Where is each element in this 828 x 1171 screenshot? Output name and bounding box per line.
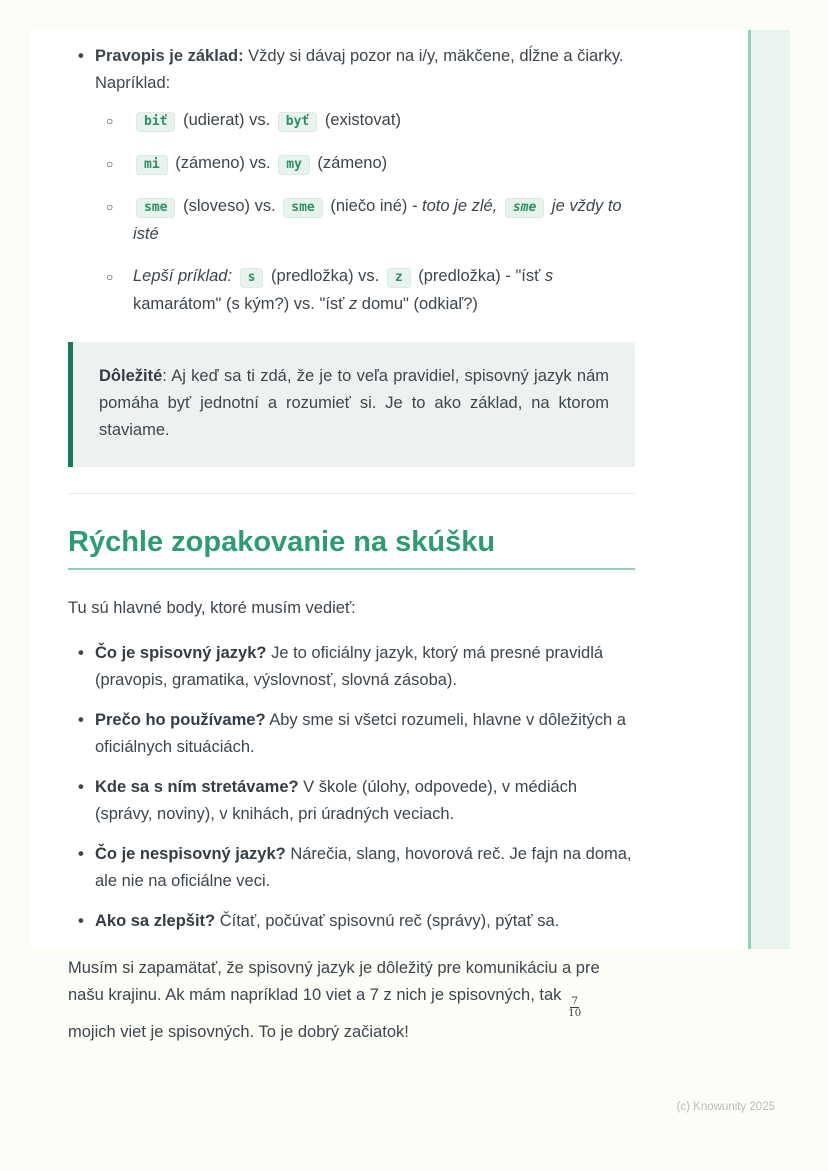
example-item	[106, 193, 635, 248]
example-text: domu" (odkiaľ?)	[357, 295, 478, 313]
review-item	[68, 640, 635, 694]
review-item	[68, 707, 635, 761]
closing-after: mojich viet je spisovných. To je dobrý začiatok!	[68, 1023, 409, 1041]
example-text: kamarátom" (s kým?) vs. "ísť	[133, 295, 349, 313]
code-chip: byť	[278, 112, 317, 132]
example-text: (udierat) vs.	[178, 111, 275, 129]
review-answer: Nárečia, slang, hovorová reč. Je fajn na doma, ale nie na oficiálne veci.	[95, 845, 632, 890]
code-chip: sme	[283, 198, 322, 218]
code-chip: sme	[136, 198, 175, 218]
review-answer: V škole (úlohy, odpovede), v médiách (správy, noviny), v knihách, pri úradných veciach.	[95, 778, 578, 823]
examples-sub-list	[95, 107, 635, 318]
fraction-denominator: 10	[568, 1007, 582, 1019]
code-chip: mi	[136, 155, 168, 175]
fraction-7-10	[568, 996, 581, 1019]
important-callout	[68, 342, 635, 467]
example-item	[106, 150, 635, 178]
review-list	[68, 640, 635, 935]
callout-text: : Aj keď sa ti zdá, že je to veľa pravidiel, spisovný jazyk nám pomáha byť jednotní a rozumieť si. Je to ako základ, na ktorom staviame.	[99, 367, 609, 439]
code-chip: z	[387, 268, 411, 288]
code-chip: biť	[136, 112, 175, 132]
code-chip: s	[240, 268, 264, 288]
pravopis-list	[68, 43, 635, 318]
note-content	[68, 30, 635, 1046]
pravopis-lead-line2: Napríklad:	[95, 74, 171, 92]
review-answer: Čítať, počúvať spisovnú reč (správy), pýtať sa.	[215, 912, 560, 930]
example-item	[106, 263, 635, 318]
example-text: s	[544, 267, 554, 285]
example-text: (zámeno) vs.	[170, 154, 276, 172]
example-text: (niečo iné) -	[325, 197, 423, 215]
example-text: (predložka) vs.	[266, 267, 384, 285]
list-item-pravopis	[68, 43, 635, 318]
review-question: Kde sa s ním stretávame?	[95, 778, 299, 796]
section-title: Rýchle zopakovanie na skúšku	[68, 525, 635, 570]
review-answer: Je to oficiálny jazyk, ktorý má presné pravidlá (pravopis, gramatika, výslovnosť, slovná zásoba).	[95, 644, 604, 689]
review-question: Ako sa zlepšit?	[95, 912, 216, 930]
callout-label: Dôležité	[99, 367, 163, 385]
example-text: (predložka) - "ísť	[413, 267, 545, 285]
closing-before: Musím si zapamätať, že spisovný jazyk je dôležitý pre komunikáciu a pre našu krajinu. Ak mám napríklad 10 viet a 7 z nich je spisovných, tak	[68, 959, 600, 1004]
section-divider	[68, 493, 635, 494]
review-answer: Aby sme si všetci rozumeli, hlavne v dôležitých a oficiálnych situáciách.	[95, 711, 626, 756]
review-question: Čo je spisovný jazyk?	[95, 644, 267, 662]
example-text: (zámeno)	[312, 154, 388, 172]
review-item	[68, 841, 635, 895]
review-item	[68, 908, 635, 935]
example-text: Lepší príklad:	[133, 267, 237, 285]
example-text: (existovat)	[320, 111, 401, 129]
review-item	[68, 774, 635, 828]
example-item	[106, 107, 635, 135]
review-question: Prečo ho používame?	[95, 711, 266, 729]
fraction-numerator: 7	[571, 995, 579, 1007]
example-text: je vždy to isté	[133, 197, 622, 243]
pravopis-lead-text: Vždy si dávaj pozor na i/y, mäkčene, dĺžne a čiarky.	[243, 47, 624, 65]
example-text: (sloveso) vs.	[178, 197, 281, 215]
note-page-card	[30, 30, 790, 1041]
closing-paragraph	[68, 955, 635, 1046]
code-chip: my	[278, 155, 310, 175]
right-accent-strip	[748, 30, 790, 949]
example-text: toto je zlé,	[422, 197, 502, 215]
example-text: z	[348, 295, 358, 313]
copyright-notice: (c) Knowunity 2025	[676, 1101, 775, 1113]
code-chip: sme	[505, 198, 544, 218]
pravopis-lead-bold: Pravopis je základ:	[95, 47, 244, 65]
section-intro: Tu sú hlavné body, ktoré musím vedieť:	[68, 599, 356, 617]
review-question: Čo je nespisovný jazyk?	[95, 845, 286, 863]
